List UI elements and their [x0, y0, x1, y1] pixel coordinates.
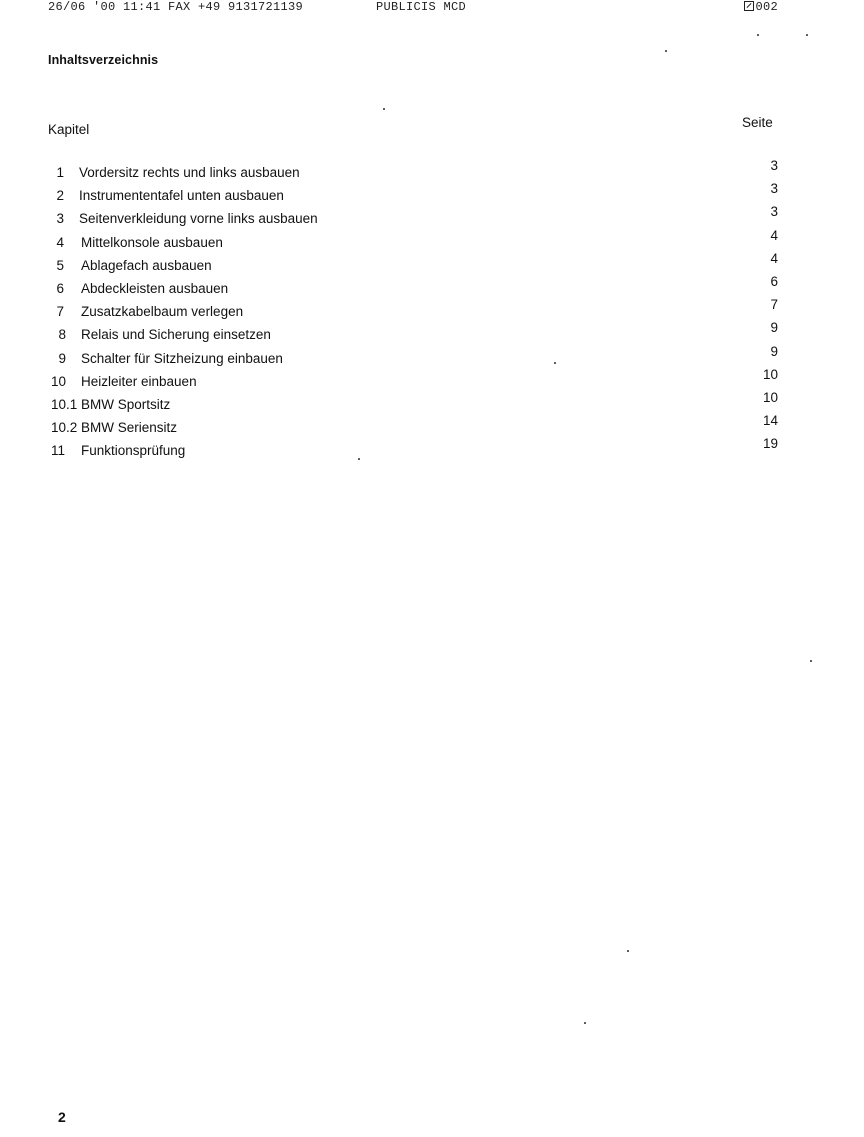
toc-page-number: 6	[770, 273, 778, 289]
toc-chapter-number: 10	[51, 373, 67, 389]
toc-row	[0, 158, 864, 187]
fax-page-counter-group	[744, 0, 778, 14]
toc-page-number: 3	[770, 158, 778, 173]
scan-speck	[554, 362, 556, 364]
toc-chapter-number: 10.1	[51, 396, 78, 412]
column-header-page: Seite	[742, 115, 773, 130]
fax-header	[48, 0, 778, 14]
toc-row	[0, 436, 864, 465]
fax-transmission-line: 26/06 '00 11:41 FAX +49 9131721139	[48, 0, 304, 14]
toc-row	[0, 389, 864, 419]
toc-chapter-title: Vordersitz rechts und links ausbauen	[79, 165, 300, 180]
toc-page-number: 3	[770, 204, 778, 220]
toc-page-number: 4	[770, 250, 778, 266]
toc-chapter-title: Abdeckleisten ausbauen	[81, 280, 229, 296]
scan-speck	[358, 458, 360, 460]
toc-page-number: 10	[762, 366, 778, 382]
toc-row	[0, 413, 864, 442]
toc-chapter-title: Instrumententafel unten ausbauen	[79, 188, 284, 204]
fax-page-counter: 002	[755, 0, 778, 14]
scan-speck	[665, 50, 667, 52]
toc-chapter-title: Seitenverkleidung vorne links ausbauen	[79, 211, 318, 227]
toc-chapter-title: Funktionsprüfung	[81, 443, 186, 459]
table-of-contents	[0, 158, 864, 465]
toc-row	[0, 181, 864, 210]
toc-chapter-number: 2	[56, 188, 64, 204]
toc-chapter-number: 10.2	[51, 420, 78, 436]
toc-chapter-title: Schalter für Sitzheizung einbauen	[81, 350, 283, 366]
toc-chapter-number: 7	[56, 304, 64, 320]
toc-page-number: 3	[770, 181, 778, 197]
toc-chapter-number: 1	[56, 165, 64, 180]
toc-page-number: 10	[762, 389, 778, 405]
scan-speck	[806, 34, 808, 36]
toc-chapter-title: Relais und Sicherung einsetzen	[81, 327, 271, 343]
toc-chapter-number: 9	[58, 350, 66, 366]
column-header-chapter: Kapitel	[48, 122, 90, 137]
toc-chapter-title: Mittelkonsole ausbauen	[81, 234, 223, 250]
toc-chapter-number: 8	[58, 327, 66, 343]
toc-row	[0, 227, 864, 257]
scan-speck	[757, 34, 759, 36]
scan-speck	[810, 660, 812, 662]
toc-row	[0, 343, 864, 373]
toc-chapter-title: Ablagefach ausbauen	[81, 257, 212, 273]
toc-row	[0, 204, 864, 233]
toc-page-number: 4	[770, 227, 778, 243]
toc-chapter-title: Heizleiter einbauen	[81, 373, 197, 389]
toc-chapter-number: 3	[56, 211, 64, 227]
scan-speck	[383, 108, 385, 110]
toc-row	[0, 320, 864, 349]
toc-chapter-number: 6	[56, 280, 64, 296]
toc-row	[0, 297, 864, 326]
toc-page-number: 7	[770, 297, 778, 313]
toc-chapter-number: 4	[56, 234, 64, 250]
toc-page-number: 14	[762, 413, 778, 429]
scan-speck	[584, 1022, 586, 1024]
toc-row	[0, 366, 864, 396]
toc-chapter-title: Zusatzkabelbaum verlegen	[81, 304, 244, 320]
page-title: Inhaltsverzeichnis	[48, 53, 159, 67]
toc-page-number: 19	[762, 436, 778, 452]
toc-page-number: 9	[770, 343, 778, 359]
fax-sender: PUBLICIS MCD	[376, 0, 467, 14]
toc-chapter-title: BMW Sportsitz	[81, 396, 171, 412]
toc-row	[0, 250, 864, 280]
toc-chapter-number: 5	[56, 257, 64, 273]
toc-chapter-number: 11	[51, 443, 66, 459]
page-number: 2	[58, 1109, 66, 1125]
toc-page-number: 9	[770, 320, 778, 336]
toc-chapter-title: BMW Seriensitz	[81, 420, 178, 436]
scan-speck	[627, 950, 629, 952]
fax-page-checkbox-icon	[744, 1, 754, 11]
toc-row	[0, 273, 864, 303]
